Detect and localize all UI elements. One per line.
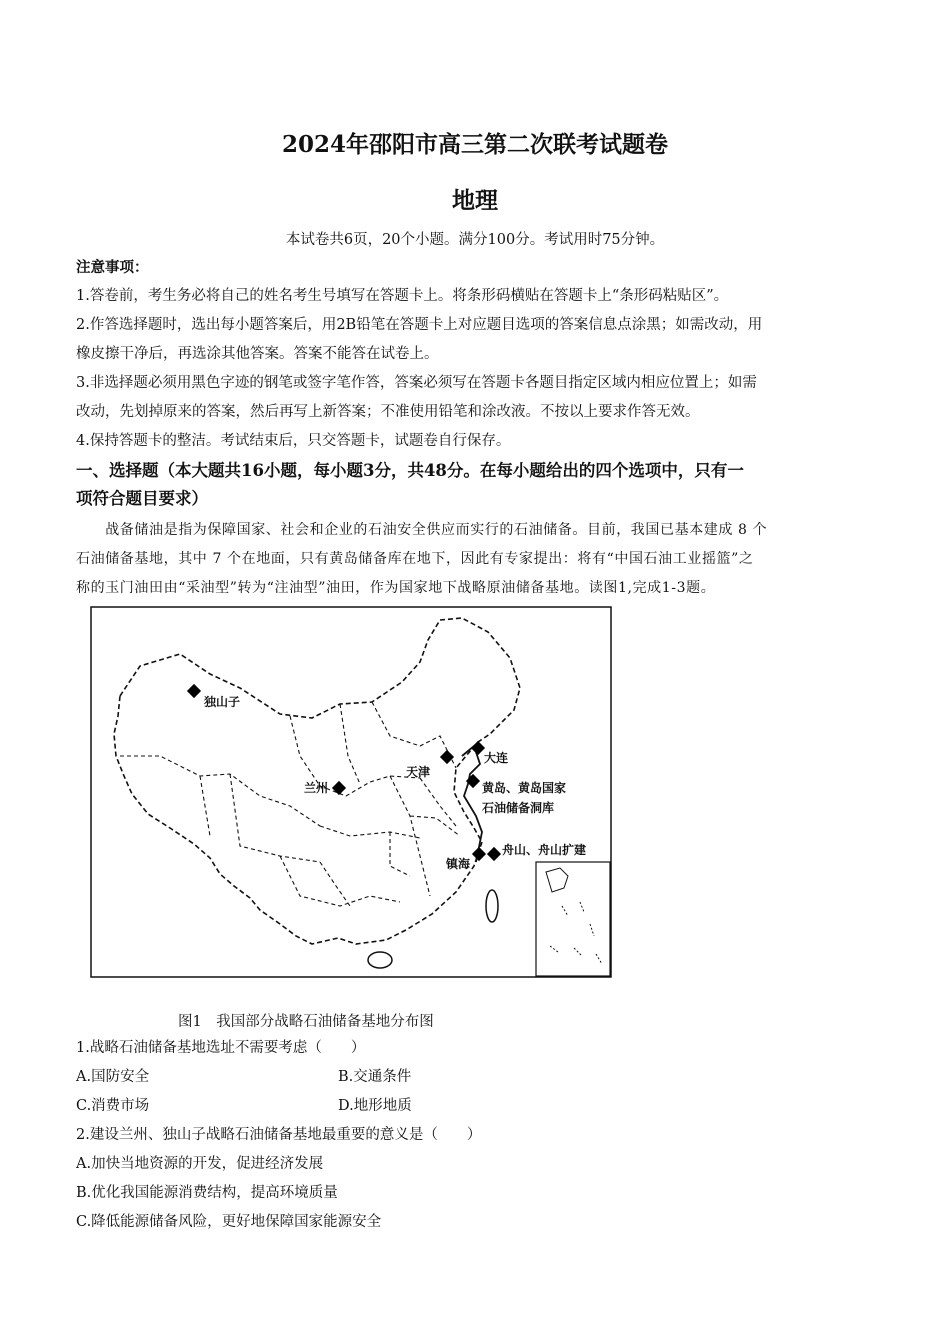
exam-info: 本试卷共6页，20个小题。满分100分。考试用时75分钟。 bbox=[285, 232, 665, 248]
note-line: 3.非选择题必须用黑色字迹的钢笔或签字笔作答，答案必须写在答题卡各题目指定区域内相应位置上；如需 bbox=[76, 375, 757, 391]
huangdao-label-2: 石油储备洞库 bbox=[482, 801, 555, 815]
passage-line: 称的玉门油田由“采油型”转为“注油型”油田，作为国家地下战略原油储备基地。读图1,完成1-3题。 bbox=[76, 580, 716, 596]
lanzhou-label: 兰州 bbox=[304, 781, 329, 795]
q2-option-c: C.降低能源储备风险，更好地保障国家能源安全 bbox=[76, 1214, 382, 1230]
note-line: 橡皮擦干净后，再选涂其他答案。答案不能答在试卷上。 bbox=[76, 346, 439, 362]
subject-title: 地理 bbox=[452, 187, 498, 214]
note-line: 1.答卷前，考生务必将自己的姓名考生号填写在答题卡上。将条形码横贴在答题卡上“条形码粘贴区”。 bbox=[76, 288, 729, 304]
question-2-stem: 2.建设兰州、独山子战略石油储备基地最重要的意义是（ ） bbox=[76, 1127, 482, 1143]
q1-option-d: D.地形地质 bbox=[338, 1098, 412, 1114]
dalian-label: 大连 bbox=[484, 751, 509, 765]
q2-option-a: A.加快当地资源的开发，促进经济发展 bbox=[76, 1156, 324, 1172]
q1-option-c: C.消费市场 bbox=[76, 1098, 150, 1114]
question-1-stem: 1.战略石油储备基地选址不需要考虑（ ） bbox=[76, 1040, 366, 1056]
q1-option-b: B.交通条件 bbox=[338, 1069, 412, 1085]
figure-caption: 图1 我国部分战略石油储备基地分布图 bbox=[178, 1014, 434, 1030]
passage-line: 石油储备基地，其中 7 个在地面，只有黄岛储备库在地下，因此有专家提出：将有“中国石油工业摇篮”之 bbox=[76, 551, 754, 567]
dushanzi-label: 独山子 bbox=[204, 695, 241, 709]
note-line: 4.保持答题卡的整洁。考试结束后，只交答题卡，试题卷自行保存。 bbox=[76, 433, 511, 449]
q1-option-a: A.国防安全 bbox=[76, 1069, 150, 1085]
oil-reserve-map bbox=[90, 606, 612, 978]
note-line: 改动，先划掉原来的答案，然后再写上新答案；不准使用铅笔和涂改液。不按以上要求作答无效。 bbox=[76, 404, 700, 420]
passage-line: 战备储油是指为保障国家、社会和企业的石油安全供应而实行的石油储备。目前，我国已基本建成 8 个 bbox=[76, 522, 768, 538]
section-heading: 一、选择题（本大题共16小题，每小题3分，共48分。在每小题给出的四个选项中，只有一 bbox=[76, 461, 744, 480]
q2-option-b: B.优化我国能源消费结构，提高环境质量 bbox=[76, 1185, 338, 1201]
notes-heading: 注意事项： bbox=[76, 259, 149, 276]
note-line: 2.作答选择题时，选出每小题答案后，用2B铅笔在答题卡上对应题目选项的答案信息点涂黑；如需改动，用 bbox=[76, 317, 763, 333]
zhenhai-label: 镇海 bbox=[446, 857, 471, 871]
exam-title: 2024年邵阳市高三第二次联考试题卷 bbox=[281, 131, 668, 158]
section-heading: 项符合题目要求） bbox=[76, 489, 208, 508]
tianjin-label: 天津 bbox=[406, 765, 431, 779]
huangdao-label: 黄岛、黄岛国家 bbox=[482, 781, 567, 795]
zhoushan-label: 舟山、舟山扩建 bbox=[502, 843, 587, 857]
